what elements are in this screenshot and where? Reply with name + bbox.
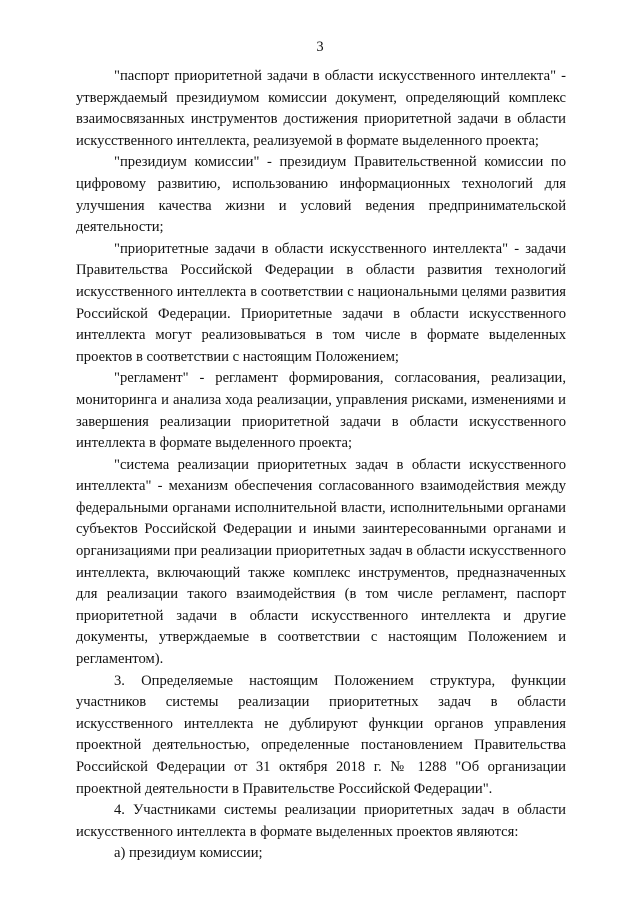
definition-priority-tasks-paragraph: "приоритетные задачи в области искусственного интеллекта" - задачи Правительства Российской Федерации в области развития технологий искусственного интеллекта в соответствии с национальными целями развития Российской Федерации. Приоритетные задачи в области искусственного интеллекта могут реализовываться в том числе в формате выделенных проектов в соответствии с настоящим Положением; <box>76 240 566 365</box>
definition-system-paragraph: "система реализации приоритетных задач в области искусственного интеллекта" - механизм обеспечения согласованного взаимодействия между федеральными органами исполнительной власти, исполнительными органами субъектов Российской Федерации и иными заинтересованными органами и организациями при реализации приоритетных задач в области искусственного интеллекта, включающий также комплекс инструментов, предназначенных для реализации такого взаимодействия (в том числе регламент, паспорт приоритетной задачи в области искусственного интеллекта и другие документы, утверждаемые в соответствии с настоящим Положением и регламентом). <box>76 456 566 668</box>
definition-passport-paragraph: "паспорт приоритетной задачи в области искусственного интеллекта" - утверждаемый президиумом комиссии документ, определяющий комплекс взаимосвязанных инструментов достижения приоритетной задачи в области искусственного интеллекта, реализуемой в формате выделенного проекта; <box>76 68 566 149</box>
page-number: 3 <box>316 39 324 55</box>
clause-4a-paragraph: а) президиум комиссии; <box>114 845 263 862</box>
document-body <box>76 66 566 865</box>
definition-presidium-paragraph: "президиум комиссии" - президиум Правительственной комиссии по цифровому развитию, использованию информационных технологий для улучшения качества жизни и условий ведения предпринимательской деятельности; <box>76 154 566 236</box>
definition-regulation-paragraph: "регламент" - регламент формирования, согласования, реализации, мониторинга и анализа хода реализации, управления рисками, изменениями и завершения реализации приоритетной задачи в области искусственного интеллекта в формате выделенного проекта; <box>76 370 566 452</box>
clause-4-paragraph: 4. Участниками системы реализации приоритетных задач в области искусственного интеллекта в формате выделенных проектов являются: <box>76 802 566 840</box>
clause-3-paragraph: 3. Определяемые настоящим Положением структура, функции участников системы реализации приоритетных задач в области искусственного интеллекта не дублируют функции органов управления проектной деятельностью, определенные постановлением Правительства Российской Федерации от 31 октября 2018 г. № 1288 "Об организации проектной деятельности в Правительстве Российской Федерации". <box>76 672 566 797</box>
